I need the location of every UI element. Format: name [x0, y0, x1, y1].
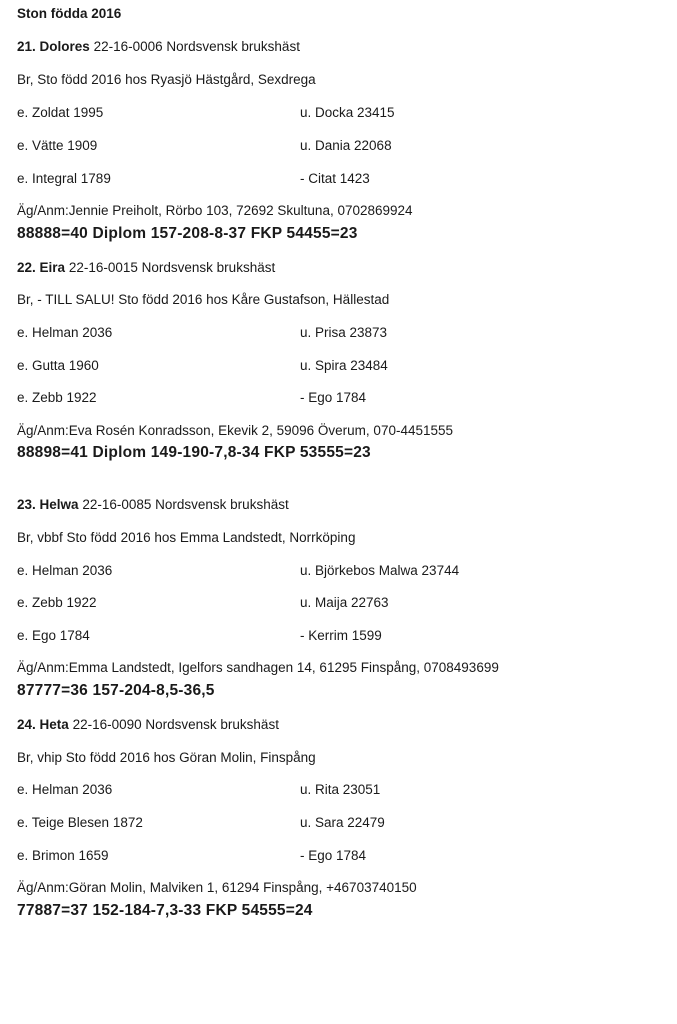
entry-number: 24. [17, 717, 36, 732]
owner-info: Äg/Anm:Jennie Preiholt, Rörbo 103, 72692 Skultuna, 0702869924 [17, 203, 413, 218]
pedigree-left: e. Zebb 1922 [17, 390, 97, 405]
entry-number: 23. [17, 497, 36, 512]
entry-description: Br, - TILL SALU! Sto född 2016 hos Kåre Gustafson, Hällestad [17, 292, 390, 307]
entry-number: 21. [17, 39, 36, 54]
section-heading: Ston födda 2016 [17, 6, 122, 21]
owner-info: Äg/Anm:Emma Landstedt, Igelfors sandhagen 14, 61295 Finspång, 0708493699 [17, 660, 499, 675]
pedigree-right: u. Spira 23484 [300, 358, 388, 373]
entry-title [17, 39, 300, 54]
pedigree-left: e. Helman 2036 [17, 782, 113, 797]
owner-info: Äg/Anm:Eva Rosén Konradsson, Ekevik 2, 59096 Överum, 070-4451555 [17, 423, 454, 438]
pedigree-right: u. Björkebos Malwa 23744 [300, 563, 460, 578]
registration: 22-16-0085 Nordsvensk brukshäst [82, 497, 289, 512]
pedigree-left: e. Integral 1789 [17, 171, 111, 186]
registration: 22-16-0006 Nordsvensk brukshäst [93, 39, 300, 54]
horse-name: Helwa [39, 497, 79, 512]
pedigree-left: e. Zebb 1922 [17, 595, 97, 610]
score-line: 88888=40 Diplom 157-208-8-37 FKP 54455=23 [17, 225, 358, 242]
entry-number: 22. [17, 260, 36, 275]
pedigree-right: - Ego 1784 [300, 848, 367, 863]
pedigree-left: e. Helman 2036 [17, 563, 113, 578]
pedigree-left: e. Helman 2036 [17, 325, 113, 340]
horse-name: Heta [39, 717, 69, 732]
entry-description: Br, vhip Sto född 2016 hos Göran Molin, Finspång [17, 750, 316, 765]
pedigree-left: e. Zoldat 1995 [17, 105, 104, 120]
entry-title [17, 497, 289, 512]
pedigree-right: - Citat 1423 [300, 171, 370, 186]
entry-title [17, 260, 275, 275]
owner-info: Äg/Anm:Göran Molin, Malviken 1, 61294 Finspång, +46703740150 [17, 880, 417, 895]
pedigree-left: e. Teige Blesen 1872 [17, 815, 143, 830]
pedigree-right: - Kerrim 1599 [300, 628, 382, 643]
pedigree-left: e. Vätte 1909 [17, 138, 98, 153]
pedigree-left: e. Ego 1784 [17, 628, 90, 643]
horse-name: Dolores [39, 39, 90, 54]
pedigree-right: u. Dania 22068 [300, 138, 392, 153]
pedigree-right: - Ego 1784 [300, 390, 367, 405]
score-line: 77887=37 152-184-7,3-33 FKP 54555=24 [17, 902, 313, 919]
pedigree-left: e. Gutta 1960 [17, 358, 99, 373]
entry-description: Br, Sto född 2016 hos Ryasjö Hästgård, Sexdrega [17, 72, 316, 87]
entry-description: Br, vbbf Sto född 2016 hos Emma Landstedt, Norrköping [17, 530, 356, 545]
pedigree-left: e. Brimon 1659 [17, 848, 109, 863]
score-line: 87777=36 157-204-8,5-36,5 [17, 682, 215, 699]
pedigree-right: u. Docka 23415 [300, 105, 395, 120]
registration: 22-16-0090 Nordsvensk brukshäst [72, 717, 279, 732]
pedigree-right: u. Sara 22479 [300, 815, 385, 830]
horse-name: Eira [39, 260, 66, 275]
entry-title [17, 717, 279, 732]
score-line: 88898=41 Diplom 149-190-7,8-34 FKP 53555=23 [17, 444, 371, 461]
pedigree-right: u. Prisa 23873 [300, 325, 388, 340]
pedigree-right: u. Rita 23051 [300, 782, 381, 797]
registration: 22-16-0015 Nordsvensk brukshäst [68, 260, 276, 275]
pedigree-right: u. Maija 22763 [300, 595, 389, 610]
